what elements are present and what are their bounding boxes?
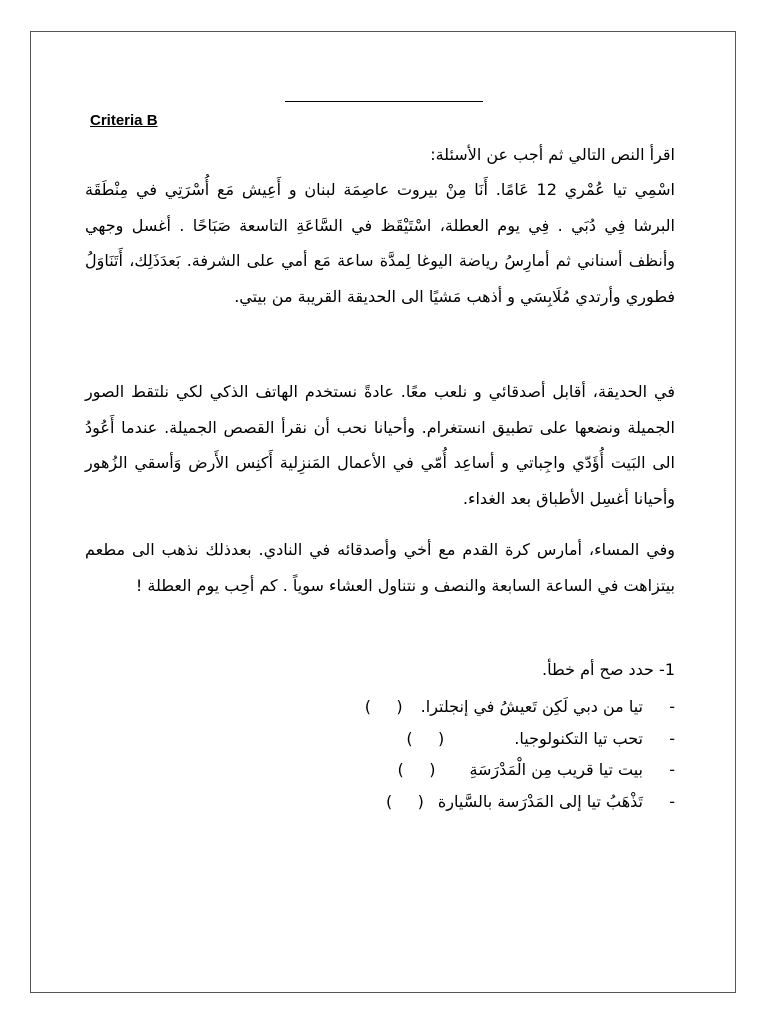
paragraph-1: اسْمِي تيا عُمْري 12 عَامًا. أَنَا مِنْ بيروت عاصِمَة لبنان و أَعِيش مَع أُسْرَتِي في مِنْطَقَة البرشا فِي دُبَي . فِي يوم العطلة، اسْتَيْقَظ في السَّاعَةِ التاسعة صَبَاحًا . أغسل وجهي وأنظف أسناني ثم أمارِسُ رياضة اليوغا لِمدَّة ساعة مَع أمي على الشرفة. بَعدَذَلِك، أَتَنَاوَلُ فطوري وأرتدي مُلَابِسَي و أذهب مَشيًا الى الحديقة القريبة من بيتي.: [85, 180, 676, 306]
statement-text: تيا من دبي لَكِن تَعيشُ في إنجلترا.: [420, 697, 643, 716]
criteria-heading: Criteria B: [90, 112, 158, 129]
true-false-list: [85, 691, 675, 817]
answer-box[interactable]: ( ): [385, 791, 424, 811]
statement-text: تَذْهَبُ تيا إلى المَدْرَسة بالسَّيارة: [437, 791, 643, 811]
list-dash: -: [669, 791, 675, 811]
paragraph-2: في الحديقة، أقابل أصدقائي و نلعب معًا. عادةً نستخدم الهاتف الذكي لكي نلتقط الصور الجميلة ونضعها على تطبيق انستغرام. وأحيانا نحب أن نقرأ القصص الجميلة. عندما أَعُودُ الى البَيت أُؤَدّي واجِباتي و أساعِد أُمّي في الأعمال المَنزِلية أَكنِس الأَرض وَأسقي الزُهور وأحيانا أغسِل الأطباق بعد الغداء.: [85, 382, 675, 508]
question-title: 1- حدد صح أم خطأ.: [542, 660, 675, 679]
paragraph-3: وفي المساء، أمارس كرة القدم مع أخي وأصدقائه في النادي. بعدذلك نذهب الى مطعم بيتزاهت في الساعة السابعة والنصف و نتناول العشاء سوياً . كم أحِب يوم العطلة !: [85, 540, 675, 595]
statement-text: بيت تيا قريب مِن الْمَدْرَسَةِ: [469, 760, 643, 779]
answer-box[interactable]: ( ): [397, 760, 436, 779]
list-dash: -: [669, 697, 675, 716]
list-item: [85, 723, 675, 755]
list-dash: -: [669, 728, 675, 748]
statement-text: تحب تيا التكنولوجيا.: [514, 728, 643, 748]
list-dash: -: [669, 760, 675, 779]
list-item: [85, 691, 675, 723]
header-rule: [285, 101, 483, 102]
list-item: [85, 754, 675, 786]
instruction-text: اقرأ النص التالي ثم أجب عن الأسئلة:: [430, 145, 675, 164]
answer-box[interactable]: ( ): [406, 728, 445, 748]
answer-box[interactable]: ( ): [364, 697, 403, 716]
list-item: [85, 786, 675, 818]
